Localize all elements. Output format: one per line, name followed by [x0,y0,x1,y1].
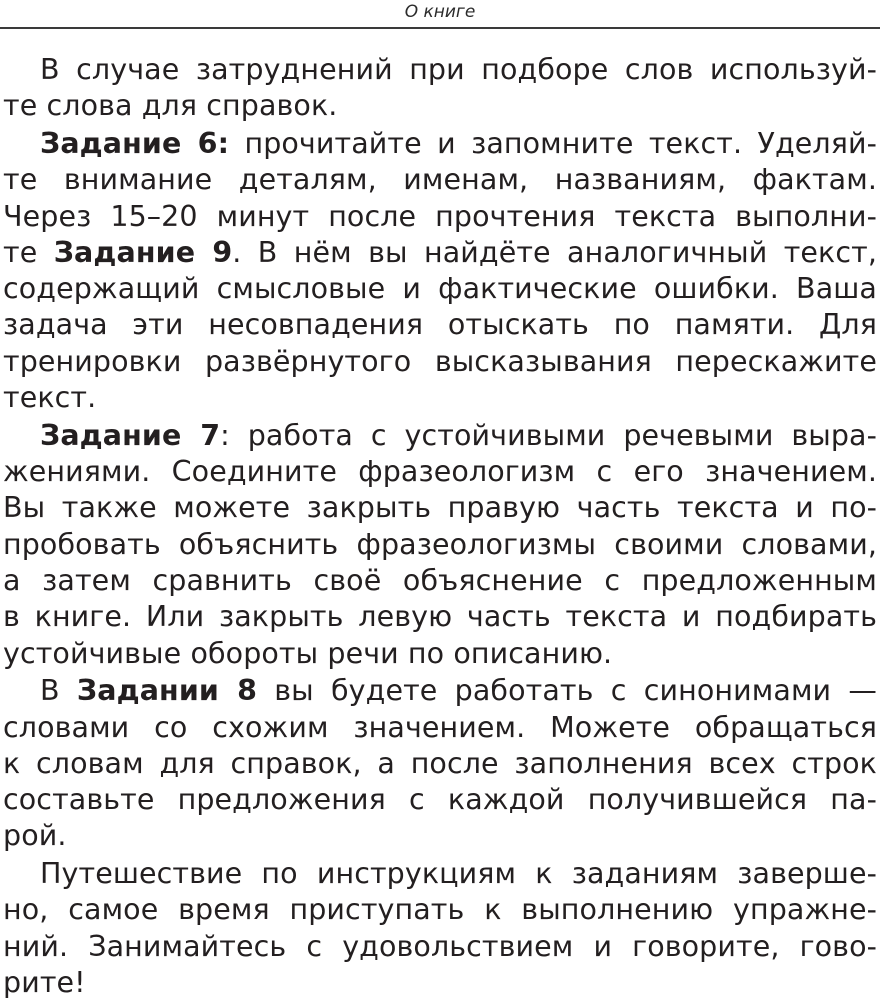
text-segment: пробовать объяснить фразеологизмы своими словами, [3,527,877,561]
text-line [3,710,877,746]
text-segment: Через 15–20 минут после прочтения текста выполни- [3,199,877,233]
text-segment: те слова для справок. [3,89,338,123]
paragraph [3,52,877,125]
text-line [3,52,877,88]
text-segment: но, самое время приступать к выполнению упражне- [3,893,877,927]
task-reference: Задание 6: [40,126,230,160]
header-rule [0,27,880,29]
text-line [3,965,877,1001]
text-line [3,307,877,343]
text-line [3,454,877,490]
text-segment: содержащий смысловые и фактические ошибки. Ваша [3,272,877,306]
text-line [3,856,877,892]
task-reference: Задание 9 [53,235,233,269]
text-segment: прочитайте и запомните текст. Уделяй- [229,126,877,160]
task-reference: Задании 8 [76,674,258,708]
text-segment: к словам для справок, а после заполнения всех строк [3,746,877,780]
text-segment: а затем сравнить своё объяснение с предложенным [3,563,877,597]
text-line [3,892,877,928]
text-segment: тренировки развёрнутого высказывания перескажите [3,344,877,378]
text-line [3,418,877,454]
text-segment: Путешествие по инструкциям к заданиям заверше- [40,857,877,891]
text-segment: те внимание деталям, именам, названиям, фактам. [3,163,877,197]
text-line [3,527,877,563]
text-line [3,162,877,198]
running-head: О книге [404,2,476,22]
text-segment: В [40,674,77,708]
text-segment: устойчивые обороты речи по описанию. [3,636,613,670]
text-line [3,126,877,162]
text-line [3,599,877,635]
text-line [3,673,877,709]
text-segment: рите! [3,965,86,999]
text-line [3,344,877,380]
text-line [3,271,877,307]
text-segment: рой. [3,819,67,853]
text-segment: ний. Занимайтесь с удовольствием и говорите, гово- [3,929,877,963]
paragraph [3,856,877,1001]
text-line [3,88,877,124]
text-line [3,929,877,965]
text-segment: задача эти несовпадения отыскать по памяти. Для [3,308,877,342]
text-segment: жениями. Соедините фразеологизм с его значением. [3,455,877,489]
text-segment: вы будете работать с синонимами — [257,674,878,708]
text-line [3,636,877,672]
text-segment: текст. [3,381,97,415]
text-line [3,746,877,782]
text-segment: составьте предложения с каждой получившейся па- [3,783,877,817]
text-segment: в книге. Или закрыть левую часть текста и подбирать [3,600,877,634]
text-segment: Вы также можете закрыть правую часть текста и по- [3,491,877,525]
body-text [3,52,877,1003]
text-line [3,782,877,818]
text-segment: . В нём вы найдёте аналогичный текст, [232,235,877,269]
task-reference: Задание 7 [40,418,221,452]
text-segment: В случае затруднений при подборе слов используй- [40,53,877,86]
text-line [3,235,877,271]
text-line [3,818,877,854]
text-line [3,563,877,599]
text-line [3,199,877,235]
text-line [3,490,877,526]
paragraph [3,418,877,672]
paragraph [3,673,877,854]
text-segment: словами со схожим значением. Можете обращаться [3,710,877,744]
paragraph [3,126,877,416]
text-line [3,380,877,416]
text-segment: : работа с устойчивыми речевыми выра- [220,418,877,452]
text-segment: те [3,235,54,269]
